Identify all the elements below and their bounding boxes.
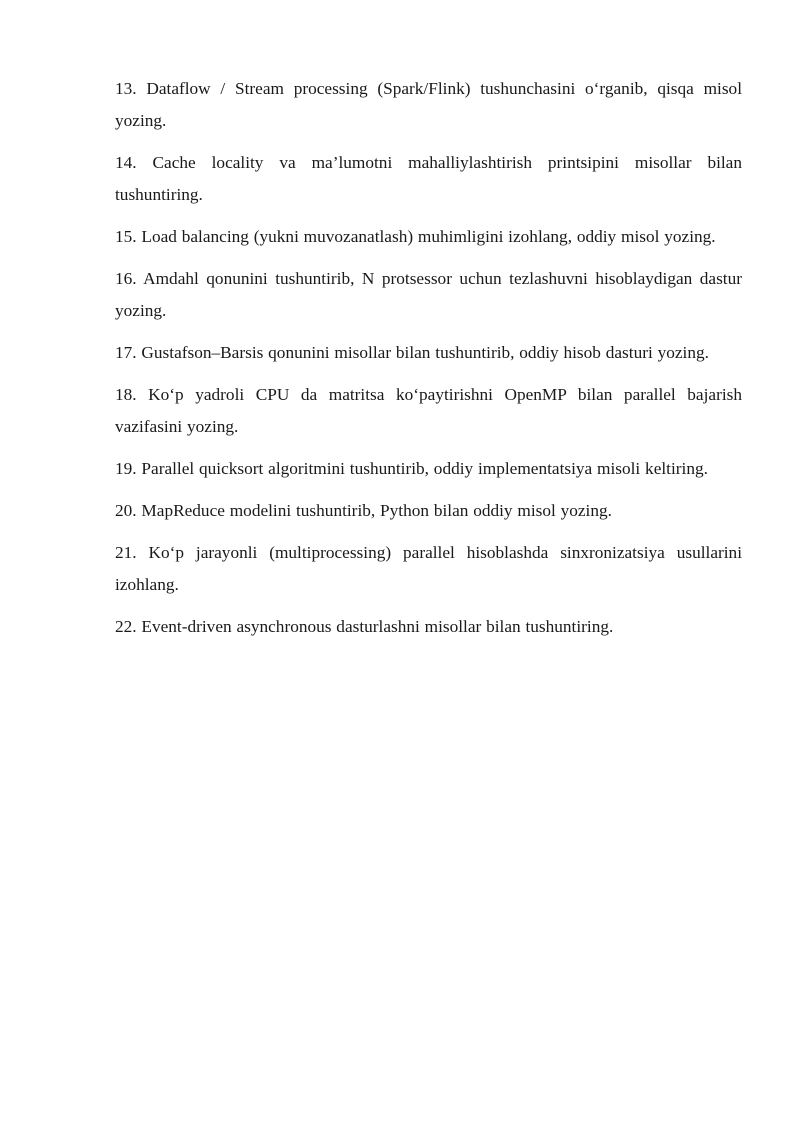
- list-item-18: 18. Ko‘p yadroli CPU da matritsa ko‘paytirishni OpenMP bilan parallel bajarish vazifasini yozing.: [115, 385, 742, 436]
- list-item-21: 21. Ko‘p jarayonli (multiprocessing) parallel hisoblashda sinxronizatsiya usullarini izohlang.: [115, 543, 742, 594]
- list-item-20: 20. MapReduce modelini tushuntirib, Python bilan oddiy misol yozing.: [115, 501, 612, 520]
- list-item-13: 13. Dataflow / Stream processing (Spark/Flink) tushunchasini o‘rganib, qisqa misol yozing.: [115, 79, 742, 130]
- list-item-17: 17. Gustafson–Barsis qonunini misollar bilan tushuntirib, oddiy hisob dasturi yozing.: [115, 343, 709, 362]
- question-list: [115, 73, 742, 653]
- list-item-22: 22. Event-driven asynchronous dasturlashni misollar bilan tushuntiring.: [115, 617, 614, 636]
- list-item-14: 14. Cache locality va ma’lumotni mahalliylashtirish printsipini misollar bilan tushuntiring.: [115, 153, 742, 204]
- list-item-16: 16. Amdahl qonunini tushuntirib, N protsessor uchun tezlashuvni hisoblaydigan dastur yozing.: [115, 269, 742, 320]
- list-item-19: 19. Parallel quicksort algoritmini tushuntirib, oddiy implementatsiya misoli keltiring.: [115, 459, 708, 478]
- list-item-15: 15. Load balancing (yukni muvozanatlash) muhimligini izohlang, oddiy misol yozing.: [115, 227, 716, 246]
